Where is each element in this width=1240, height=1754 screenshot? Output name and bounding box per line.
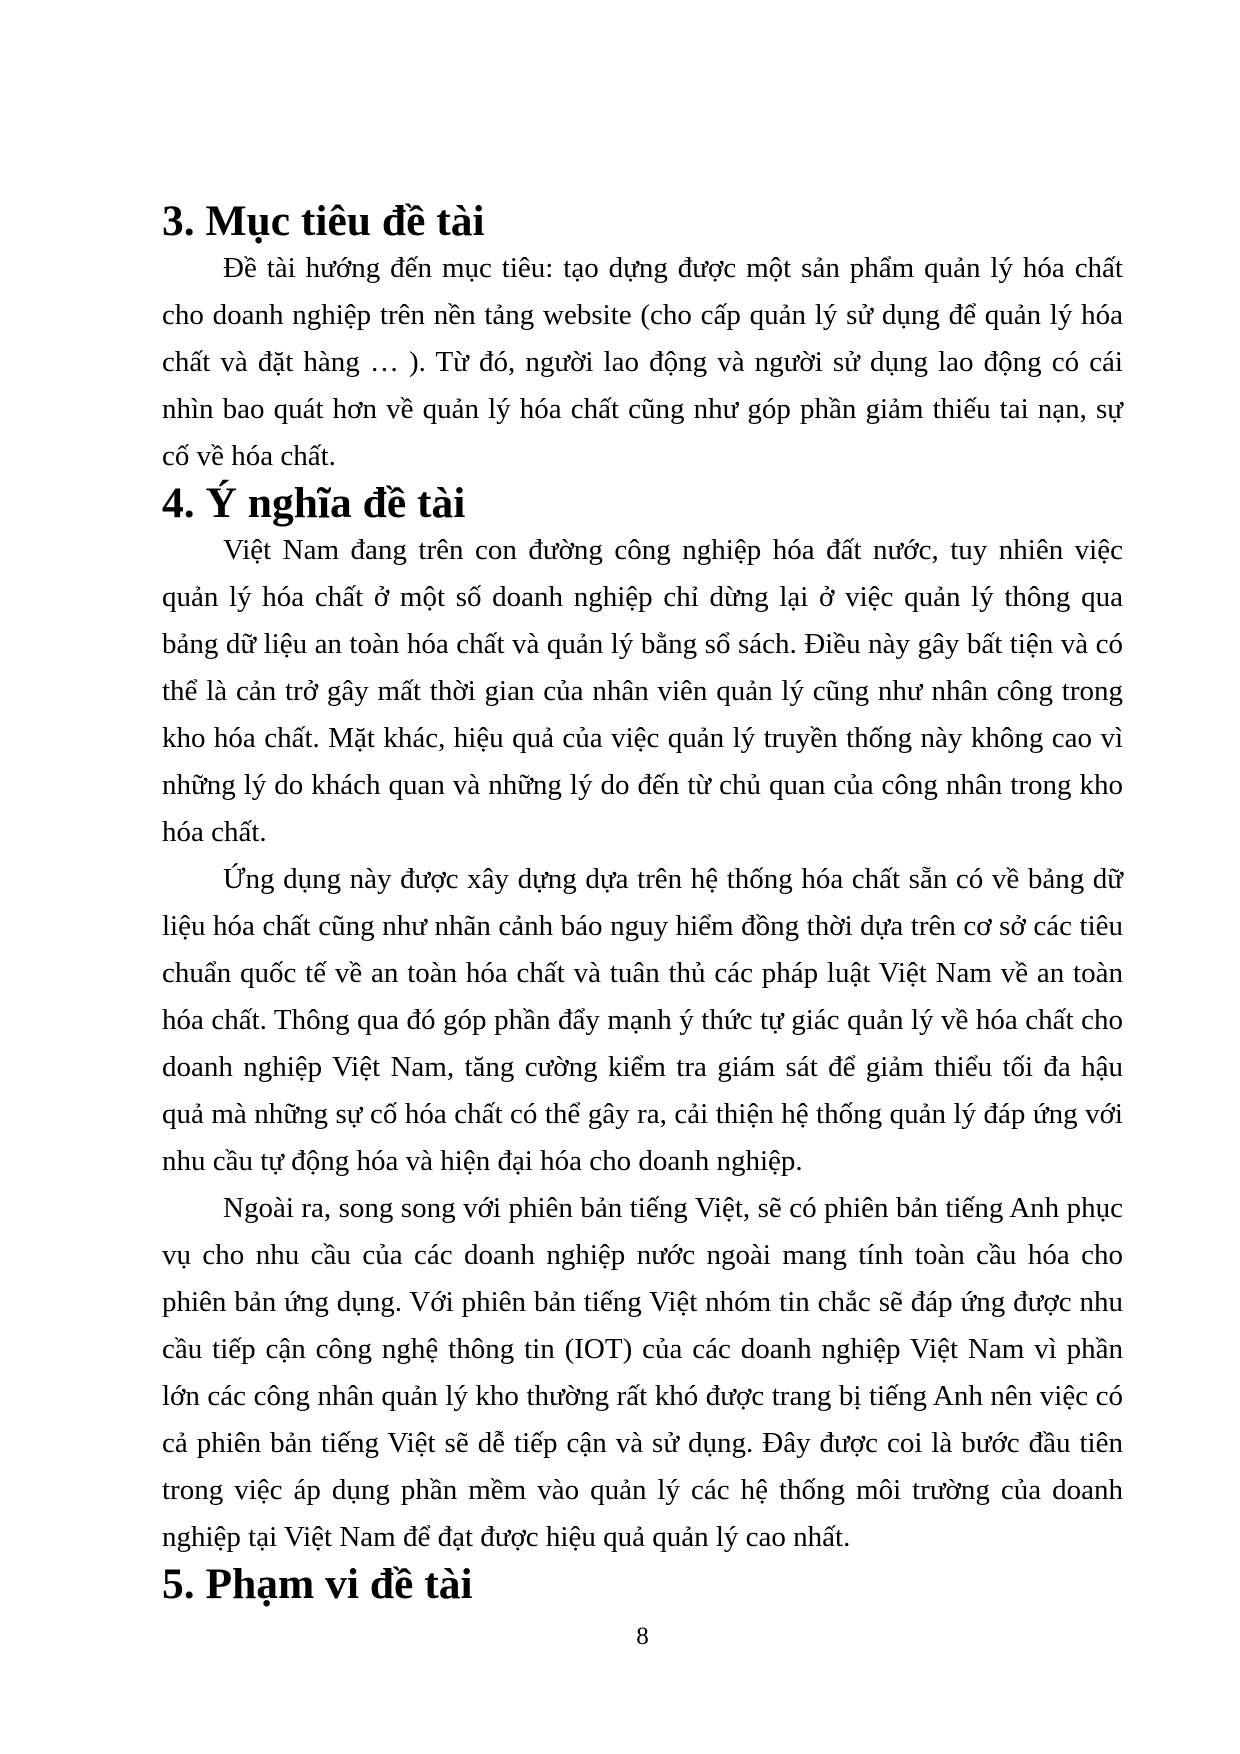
paragraph-muc-tieu: Đề tài hướng đến mục tiêu: tạo dựng được một sản phẩm quản lý hóa chất cho doanh nghiệp trên nền tảng website (cho cấp quản lý sử dụng để quản lý hóa chất và đặt hàng … ). Từ đó, người lao động và người sử dụng lao động có cái nhìn bao quát hơn về quản lý hóa chất cũng như góp phần giảm thiếu tai nạn, sự cố về hóa chất. <box>162 252 1123 472</box>
paragraph-y-nghia-1: Việt Nam đang trên con đường công nghiệp hóa đất nước, tuy nhiên việc quản lý hóa chất ở một số doanh nghiệp chỉ dừng lại ở việc quản lý thông qua bảng dữ liệu an toàn hóa chất và quản lý bằng sổ sách. Điều này gây bất tiện và có thể là cản trở gây mất thời gian của nhân viên quản lý cũng như nhân công trong kho hóa chất. Mặt khác, hiệu quả của việc quản lý truyền thống này không cao vì những lý do khách quan và những lý do đến từ chủ quan của công nhân trong kho hóa chất. <box>162 534 1123 848</box>
document-body <box>162 198 1123 1608</box>
section-heading-muc-tieu-de-tai: 3. Mục tiêu đề tài <box>162 197 485 245</box>
section-heading-pham-vi-de-tai: 5. Phạm vi đề tài <box>162 1560 473 1608</box>
section-heading-y-nghia-de-tai: 4. Ý nghĩa đề tài <box>162 479 466 527</box>
page-number: 8 <box>636 1623 649 1650</box>
paragraph-y-nghia-3: Ngoài ra, song song với phiên bản tiếng Việt, sẽ có phiên bản tiếng Anh phục vụ cho nhu cầu của các doanh nghiệp nước ngoài mang tính toàn cầu hóa cho phiên bản ứng dụng. Với phiên bản tiếng Việt nhóm tin chắc sẽ đáp ứng được nhu cầu tiếp cận công nghệ thông tin (IOT) của các doanh nghiệp Việt Nam vì phần lớn các công nhân quản lý kho thường rất khó được trang bị tiếng Anh nên việc có cả phiên bản tiếng Việt sẽ dễ tiếp cận và sử dụng. Đây được coi là bước đầu tiên trong việc áp dụng phần mềm vào quản lý các hệ thống môi trường của doanh nghiệp tại Việt Nam để đạt được hiệu quả quản lý cao nhất. <box>162 1192 1123 1553</box>
paragraph-y-nghia-2: Ứng dụng này được xây dựng dựa trên hệ thống hóa chất sẵn có về bảng dữ liệu hóa chất cũng như nhãn cảnh báo nguy hiểm đồng thời dựa trên cơ sở các tiêu chuẩn quốc tế về an toàn hóa chất và tuân thủ các pháp luật Việt Nam về an toàn hóa chất. Thông qua đó góp phần đẩy mạnh ý thức tự giác quản lý về hóa chất cho doanh nghiệp Việt Nam, tăng cường kiểm tra giám sát để giảm thiểu tối đa hậu quả mà những sự cố hóa chất có thể gây ra, cải thiện hệ thống quản lý đáp ứng với nhu cầu tự động hóa và hiện đại hóa cho doanh nghiệp. <box>162 863 1123 1177</box>
